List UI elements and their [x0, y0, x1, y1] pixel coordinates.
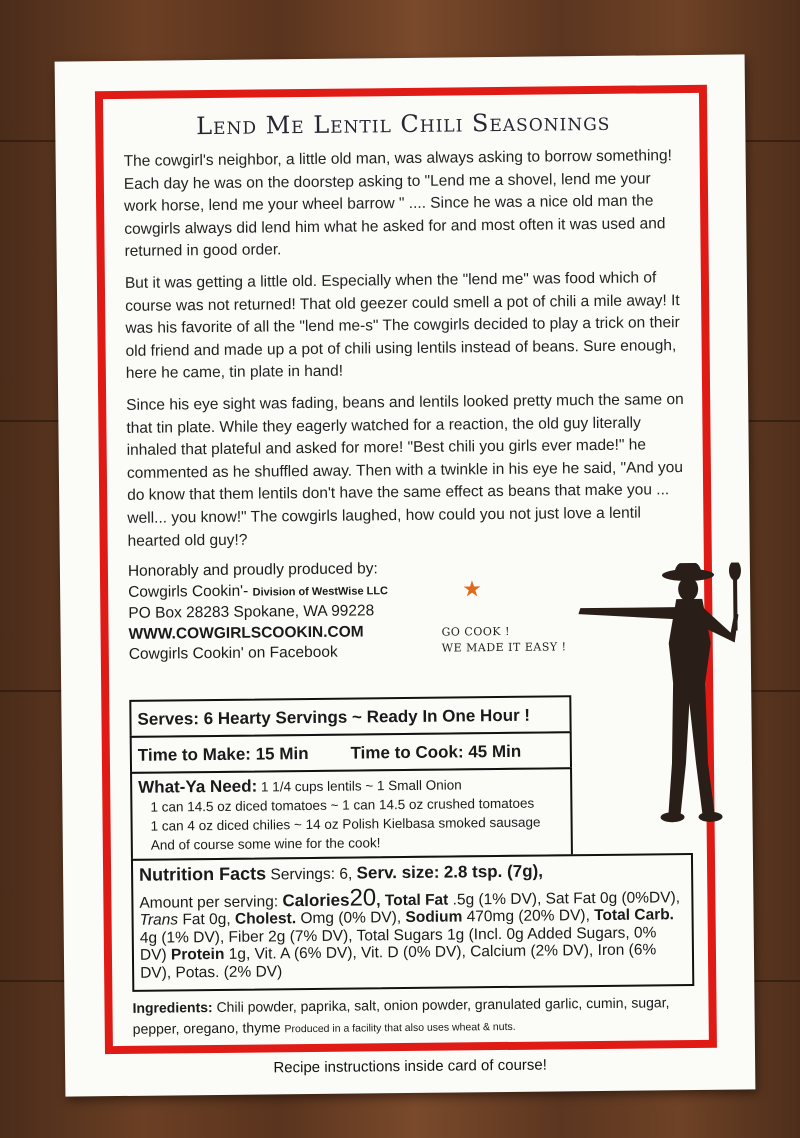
need-line-1: 1 1/4 cups lentils ~ 1 Small Onion — [260, 777, 462, 795]
red-border-frame — [95, 85, 717, 1054]
serv-size-label: Serv. size: — [356, 862, 440, 883]
protein-value: 1g, Vit. A (6% DV), Vit. D (0% DV), Calcium (2% DV), Iron (6% DV), Potas. (2% DV) — [140, 941, 657, 982]
nutrition-facts-box: Nutrition Facts Servings: 6, Serv. size: 2.8 tsp. (7g), Amount per serving: Calories20, Total Fat .5g (1% DV), Sat Fat 0g (0%DV), Trans Fat 0g, Cholest. Omg (0% DV), Sodium 470mg (20% DV), Total Carb. 4g (1% DV), Fiber 2g (7% DV), Total Sugars 1g (Incl. 0g Added Sugars, 0% DV) Protein 1g, Vit. A (6% DV), Vit. D (0% DV), Calcium (2% DV), Iron (6% DV), Potas. (2% DV) — [131, 853, 694, 992]
cowgirl-silhouette-icon — [570, 562, 773, 844]
carb-label: Total Carb. — [594, 906, 675, 925]
time-to-cook: Time to Cook: 45 Min — [350, 741, 522, 763]
total-fat-value: .5g (1% DV), Sat Fat 0g (0%DV), — [452, 888, 681, 909]
serves-box: Serves: 6 Hearty Servings ~ Ready In One Hour ! — [129, 695, 571, 738]
story-paragraph-1: The cowgirl's neighbor, a little old man, was always asking to borrow something! Each day he was on the doorstep asking to "Lend me a shovel, lend me your work horse, lend me your wheel barrow " .... Since he was a nice old man the cowgirls always did lend him what he asked for and most often it was used and returned in good order. — [123, 147, 673, 261]
slogan-line-1: GO COOK ! — [441, 624, 511, 639]
need-line-3: 1 can 4 oz diced chilies ~ 14 oz Polish Kielbasa smoked sausage — [150, 814, 541, 834]
calories-label: Calories — [282, 890, 350, 910]
card-title: Lend Me Lentil Chili Seasonings — [196, 107, 611, 141]
sodium-label: Sodium — [405, 908, 463, 927]
producer-address: PO Box 28283 Spokane, WA 99228 — [128, 602, 375, 622]
time-to-make: Time to Make: 15 Min — [137, 744, 309, 765]
slogan — [442, 623, 567, 656]
need-line-4: And of course some wine for the cook! — [150, 835, 381, 853]
total-fat-label: Total Fat — [384, 891, 449, 909]
amount-label: Amount per serving: — [139, 892, 279, 912]
ingredients — [132, 992, 692, 1042]
what-ya-need-box — [130, 767, 573, 861]
ingredients-note: Produced in a facility that also uses wheat & nuts. — [284, 1020, 516, 1036]
serv-size-value: 2.8 tsp. (7g), — [443, 861, 544, 882]
trans-label: Trans — [139, 911, 179, 929]
need-line-2: 1 can 14.5 oz diced tomatoes ~ 1 can 14.5 oz crushed tomatoes — [150, 795, 535, 815]
footer-note: Recipe instructions inside card of course! — [273, 1056, 547, 1077]
slogan-line-2: WE MADE IT EASY ! — [441, 640, 567, 655]
calories-value: 20 — [349, 883, 377, 912]
producer-division: Division of WestWise LLC — [252, 584, 389, 599]
nutrition-servings: Servings: 6, — [270, 865, 353, 884]
story-paragraph-3: Since his eye sight was fading, beans and lentils looked pretty much the same on that tin plate. While they eagerly watched for a reaction, the old guy literally inhaled that plateful and asked for more! "Best chili you girls ever made!" he commented as he shuffled away. Then with a twinkle in his eye he said, "And you do know that them lentils don't have the same effect as beans that make you ... well... you know!" The cowgirls laughed, how could you not just love a lentil hearted old guy!? — [126, 391, 684, 550]
recipe-card — [55, 54, 756, 1096]
story-paragraph-2: But it was getting a little old. Especially when the "lend me" was food which of course was not returned! That old geezer could smell a pot of chili a mile away! It was his favorite of all the "lend me-s" The cowgirls decided to play a trick on their old friend and made up a pot of chili using lentils instead of beans. Sure enough, here he came, tin plate in hand! — [124, 269, 680, 383]
producer-company: Cowgirls Cookin'- — [128, 582, 249, 601]
producer-facebook: Cowgirls Cookin' on Facebook — [128, 643, 338, 663]
ingredients-label: Ingredients: — [132, 999, 213, 1016]
need-label: What-Ya Need: — [138, 776, 258, 797]
carb-value: 4g (1% DV), Fiber 2g (7% DV), Total Sugars 1g (Incl. 0g Added Sugars, 0% DV) — [139, 923, 657, 964]
ingredients-list: Chili powder, paprika, salt, onion powder, granulated garlic, cumin, sugar, pepper, oregano, thyme — [132, 994, 670, 1037]
trans-value: Fat 0g, — [182, 910, 231, 929]
nutrition-head: Nutrition Facts — [139, 863, 267, 885]
producer-website[interactable]: WWW.COWGIRLSCOOKIN.COM — [128, 623, 364, 643]
cholest-label: Cholest. — [234, 910, 297, 928]
star-icon: ★ — [462, 576, 483, 602]
cholest-value: Omg (0% DV), — [300, 909, 402, 928]
sodium-value: 470mg (20% DV), — [466, 907, 590, 926]
producer-intro: Honorably and proudly produced by: — [127, 560, 378, 580]
protein-label: Protein — [170, 946, 225, 964]
